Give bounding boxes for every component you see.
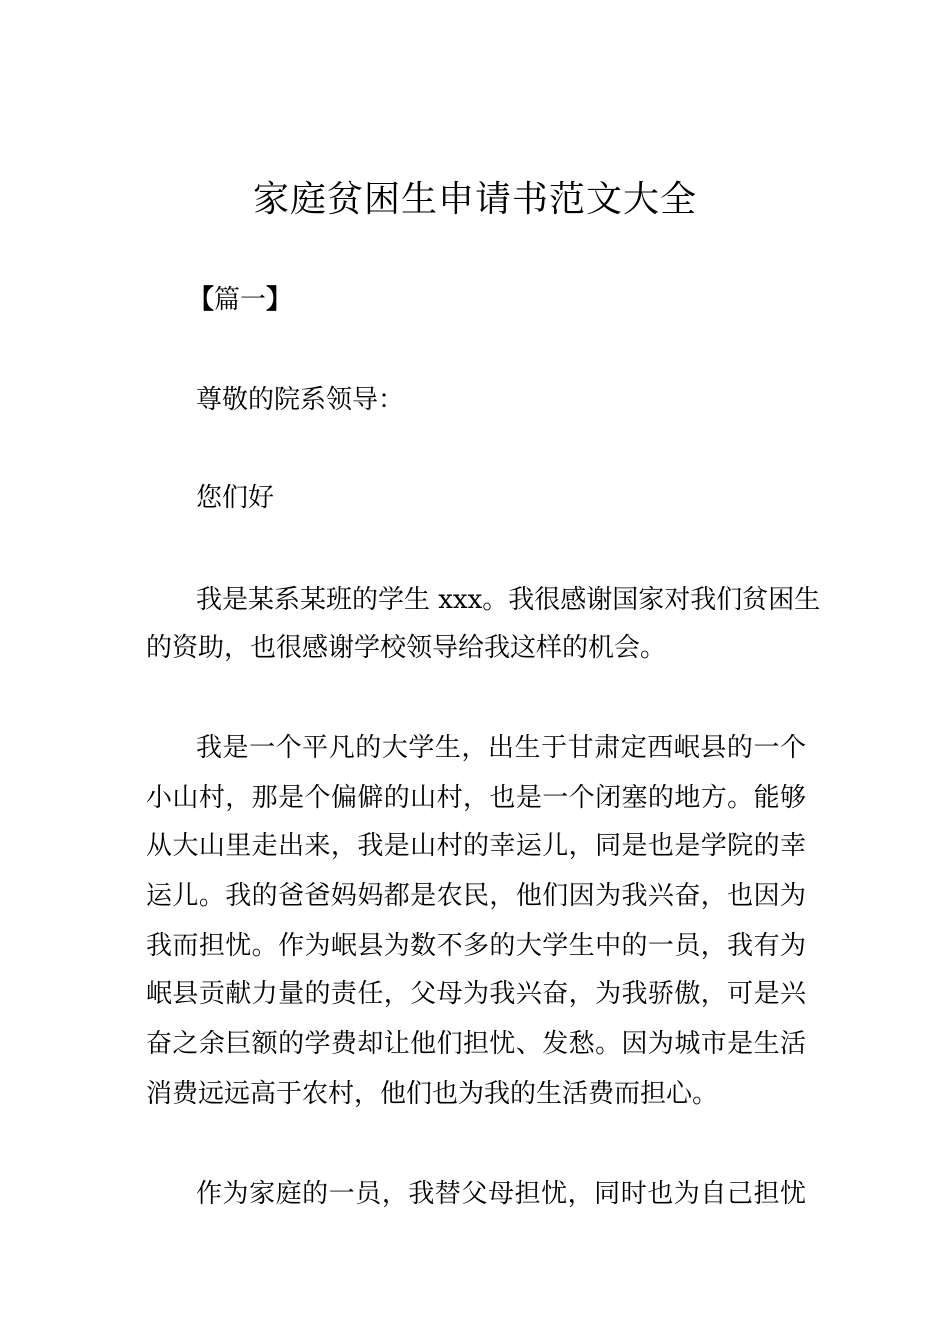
paragraph-2-line-5: 我而担忧。作为岷县为数不多的大学生中的一员，我有为 [146,931,806,961]
paragraph-2-line-3: 从大山里走出来，我是山村的幸运儿，同是也是学院的幸 [146,831,806,861]
paragraph-3-line-1: 作为家庭的一员，我替父母担忧，同时也为自己担忧 [196,1179,806,1209]
salutation: 尊敬的院系领导： [196,385,405,415]
paragraph-2-line-6: 岷县贡献力量的责任，父母为我兴奋，为我骄傲，可是兴 [146,979,806,1009]
section-heading [188,282,292,318]
paragraph-2-line-8: 消费远远高于农村，他们也为我的生活费而担心。 [146,1079,719,1109]
paragraph-2-line-4: 运儿。我的爸爸妈妈都是农民，他们因为我兴奋，也因为 [146,881,806,911]
section-bracket-close: 】 [266,285,293,315]
greeting: 您们好 [196,483,275,513]
paragraph-2-line-2: 小山村，那是个偏僻的山村，也是一个闭塞的地方。能够 [146,783,806,813]
section-bracket-open: 【 [188,285,215,315]
document-title: 家庭贫困生申请书范文大全 [252,179,697,220]
paragraph-2-line-7: 奋之余巨额的学费却让他们担忧、发愁。因为城市是生活 [146,1029,806,1059]
paragraph-2-line-1: 我是一个平凡的大学生，出生于甘肃定西岷县的一个 [196,733,806,763]
paragraph-1-line-2: 的资助，也很感谢学校领导给我这样的机会。 [146,633,667,663]
paragraph-1-line-1: 我是某系某班的学生 xxx。我很感谢国家对我们贫困生 [196,585,821,615]
section-label: 篇一 [214,285,267,315]
